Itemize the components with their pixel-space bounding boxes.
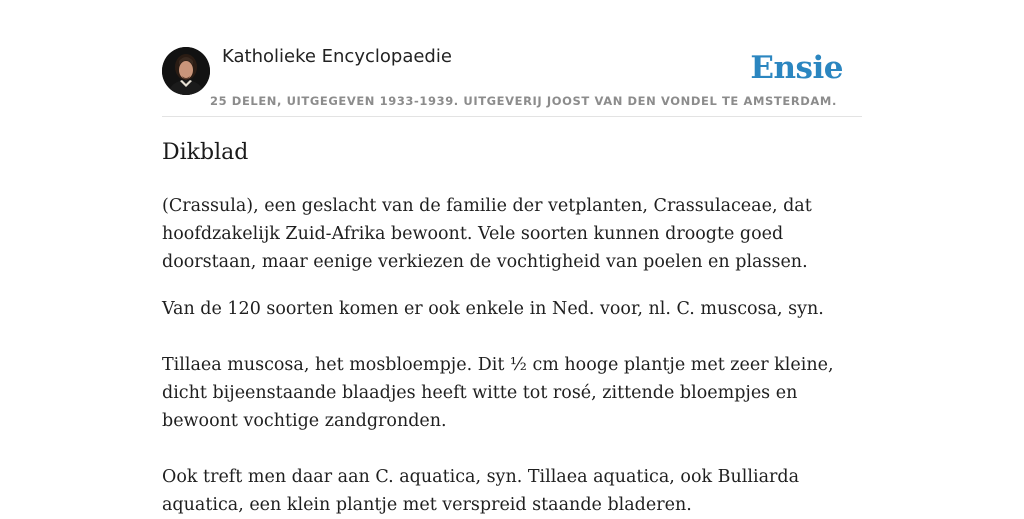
source-title[interactable]: Katholieke Encyclopaedie — [222, 46, 452, 67]
header — [162, 0, 862, 117]
portrait-icon — [162, 47, 210, 95]
source-avatar[interactable] — [162, 47, 210, 95]
article-paragraph: Ook treft men daar aan C. aquatica, syn. Tillaea aquatica, ook Bulliarda aquatica, een klein plantje met verspreid staande bladeren. — [162, 467, 800, 515]
page — [162, 0, 862, 515]
article-paragraph: (Crassula), een geslacht van de familie der vetplanten, Crassulaceae, dat hoofdzakelijk Zuid-Afrika bewoont. Vele soorten kunnen droogte goed doorstaan, maar eenige verkiezen de vochtigheid van poelen en plassen. — [162, 196, 812, 272]
article-paragraph: Tillaea muscosa, het mosbloempje. Dit ½ cm hooge plantje met zeer kleine, dicht bijeenstaande blaadjes heeft witte tot rosé, zittende bloempjes en bewoont vochtige zandgronden. — [162, 355, 834, 431]
article-body — [162, 192, 862, 519]
source-subtitle: 25 DELEN, UITGEGEVEN 1933-1939. UITGEVERIJ JOOST VAN DEN VONDEL TE AMSTERDAM. — [210, 94, 837, 108]
entry-title: Dikblad — [162, 140, 249, 165]
article-paragraph: Van de 120 soorten komen er ook enkele in Ned. voor, nl. C. muscosa, syn. — [162, 299, 824, 319]
brand-logo-link[interactable]: Ensie — [750, 50, 843, 86]
